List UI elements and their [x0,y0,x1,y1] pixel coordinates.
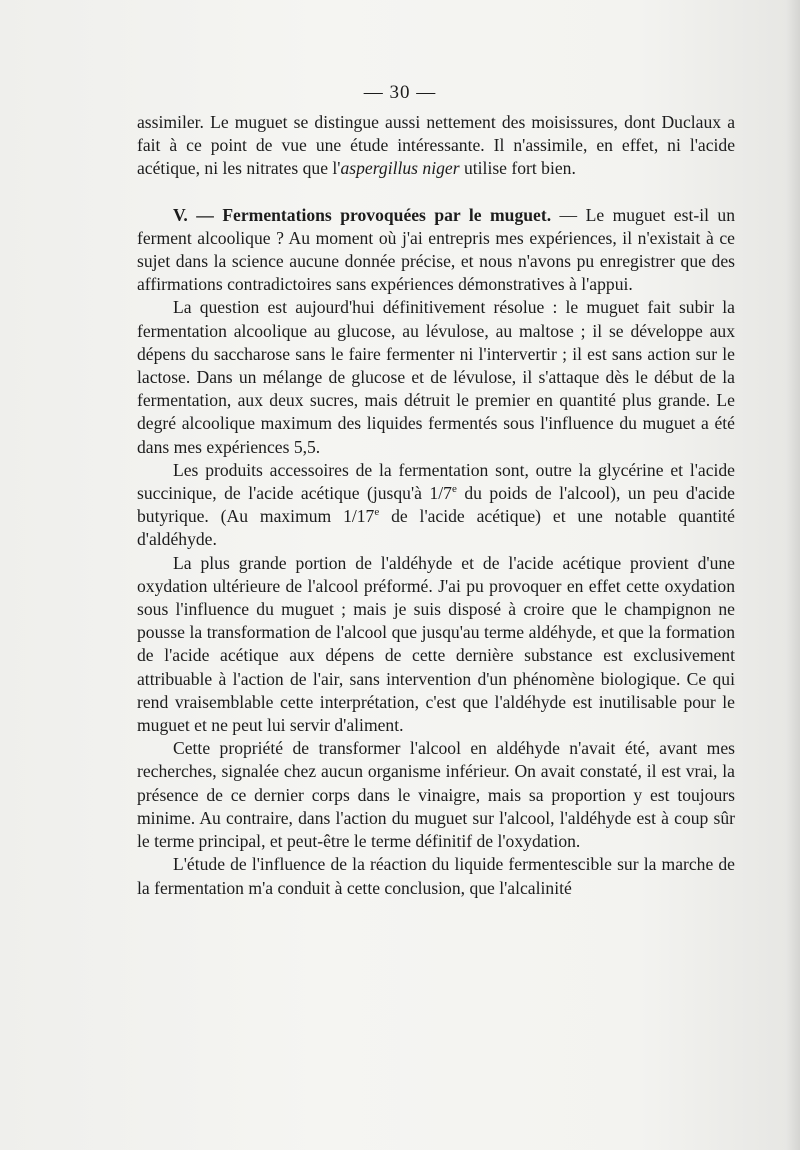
text-run: de l'acide acétique) et une notable quantité d'aldéhyde. [137,506,735,550]
text-run: La plus grande portion de l'aldéhyde et de l'acide acétique provient d'une oxydation ultérieure de l'alcool préformé. J'ai pu provoquer en effet cette oxydation sous l'influence du muguet ; mais je suis disposé à croire que le champignon ne pousse la transformation de l'alcool que jusqu'au terme aldéhyde, et que la formation de l'acide acétique aux dépens de cette dernière substance est exclusivement attribuable à l'action de l'air, sans intervention d'un phénomène biologique. Ce qui rend vraisemblable cette interprétation, c'est que l'aldéhyde est inutilisable pour le muguet et ne peut lui servir d'aliment. [137,552,735,736]
text-run: L'étude de l'influence de la réaction du liquide fermentescible sur la marche de la fermentation m'a conduit à cette conclusion, que l'alcalinité [137,854,735,898]
paragraph [137,459,735,552]
italic-term: aspergillus niger [340,158,460,179]
text-run: assimiler. Le muguet se distingue aussi nettement des moisissures, dont Duclaux a fait à ce point de vue une étude intéressante. Il n'assimile, en effet, ni l'acide acétique, ni les nitrates que l' [137,112,735,179]
paragraph [137,296,735,458]
page-edge-shadow [786,0,800,1150]
text-run: Les produits accessoires de la fermentation sont, outre la glycérine et l'acide succinique, de l'acide acétique (jusqu'à 1/7 [137,459,735,504]
paragraph [137,111,735,181]
body-text [137,111,735,900]
text-run: du poids de l'alcool), un peu d'acide butyrique. (Au maximum 1/17 [137,483,735,527]
text-run: Cette propriété de transformer l'alcool en aldéhyde n'avait été, avant mes recherches, signalée chez aucun organisme inférieur. On avait constaté, il est vrai, la présence de ce dernier corps dans le vinaigre, mais sa proportion y est toujours minime. Au contraire, dans l'action du muguet sur l'alcool, l'aldéhyde est à coup sûr le terme principal, et peut-être le terme définitif de l'oxydation. [137,738,735,852]
section-heading: V. — Fermentations provoquées par le muguet. [173,204,552,225]
paragraph [137,737,735,853]
section-paragraph [137,204,735,297]
text-run: La question est aujourd'hui définitivement résolue : le muguet fait subir la fermentation alcoolique au glucose, au lévulose, au maltose ; il se développe aux dépens du saccharose sans le faire fermenter ni l'intervertir ; il est sans action sur le lactose. Dans un mélange de glucose et de lévulose, il s'attaque dès le début de la fermentation, aux deux sucres, mais détruit le premier en quantité plus grande. Le degré alcoolique maximum des liquides fermentés sous l'influence du muguet a été dans mes expériences 5,5. [137,297,735,457]
page-number: — 30 — [363,82,437,103]
paragraph [137,552,735,738]
paragraph [137,853,735,899]
text-run: — Le muguet est-il un ferment alcoolique ? Au moment où j'ai entrepris mes expériences, il n'existait à ce sujet dans la science aucune donnée précise, et nous n'avons pu enregistrer que des affirmations contradictoires sans expériences démonstratives à l'appui. [137,204,736,295]
text-run: utilise fort bien. [459,158,576,179]
superscript: e [374,506,380,519]
superscript: e [451,483,457,496]
